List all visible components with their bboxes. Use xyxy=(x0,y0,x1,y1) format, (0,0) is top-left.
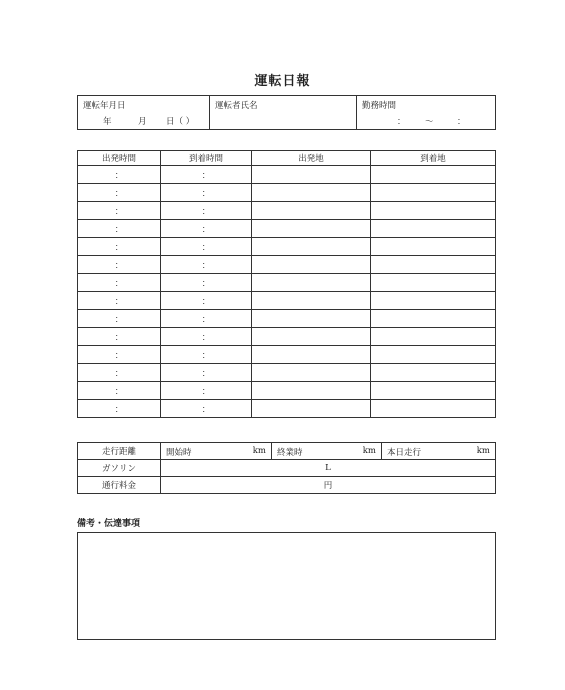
cost-table xyxy=(77,442,496,494)
departure-place-cell[interactable] xyxy=(252,238,371,256)
departure-place-cell[interactable] xyxy=(252,166,371,184)
arrival-place-cell[interactable] xyxy=(371,202,496,220)
departure-time-cell[interactable]: ： xyxy=(78,274,161,292)
arrival-place-cell[interactable] xyxy=(371,256,496,274)
work-sep: ～ xyxy=(425,117,434,127)
arrival-time-cell[interactable]: ： xyxy=(161,328,252,346)
page-title: 運転日報 xyxy=(254,74,311,89)
departure-time-cell[interactable]: ： xyxy=(78,166,161,184)
start-km-cell[interactable] xyxy=(161,443,272,460)
work-start: ： xyxy=(397,117,406,127)
departure-time-cell[interactable]: ： xyxy=(78,220,161,238)
arrival-time-cell[interactable]: ： xyxy=(161,382,252,400)
table-row xyxy=(78,292,496,310)
table-row xyxy=(78,238,496,256)
arrival-place-cell[interactable] xyxy=(371,310,496,328)
date-day: 日（ ） xyxy=(166,117,195,127)
departure-time-cell[interactable]: ： xyxy=(78,238,161,256)
work-hours-label: 勤務時間 xyxy=(362,101,397,111)
arrival-time-cell[interactable]: ： xyxy=(161,184,252,202)
date-year: 年 xyxy=(103,117,112,127)
departure-time-cell[interactable]: ： xyxy=(78,310,161,328)
departure-place-cell[interactable] xyxy=(252,274,371,292)
arrival-place-cell[interactable] xyxy=(371,400,496,418)
table-row xyxy=(78,274,496,292)
arrival-time-cell[interactable]: ： xyxy=(161,202,252,220)
departure-time-cell[interactable]: ： xyxy=(78,364,161,382)
arrival-place-cell[interactable] xyxy=(371,166,496,184)
departure-time-cell[interactable]: ： xyxy=(78,346,161,364)
arrival-place-cell[interactable] xyxy=(371,274,496,292)
gas-label: ガソリン xyxy=(78,460,161,477)
date-label: 運転年月日 xyxy=(83,101,126,111)
arrival-place-cell[interactable] xyxy=(371,328,496,346)
arrival-place-cell[interactable] xyxy=(371,382,496,400)
arrival-time-cell[interactable]: ： xyxy=(161,310,252,328)
departure-place-cell[interactable] xyxy=(252,400,371,418)
table-row xyxy=(78,166,496,184)
today-km-cell[interactable] xyxy=(382,443,496,460)
distance-label: 走行距離 xyxy=(78,443,161,460)
arrival-time-cell[interactable]: ： xyxy=(161,364,252,382)
arrival-time-cell[interactable]: ： xyxy=(161,220,252,238)
departure-time-cell[interactable]: ： xyxy=(78,328,161,346)
table-row xyxy=(78,202,496,220)
work-end: ： xyxy=(457,117,466,127)
toll-label: 通行料金 xyxy=(78,477,161,494)
table-row xyxy=(78,400,496,418)
departure-time-cell[interactable]: ： xyxy=(78,292,161,310)
arrival-time-cell[interactable]: ： xyxy=(161,256,252,274)
driver-cell[interactable] xyxy=(210,96,357,130)
header-departure-place: 出発地 xyxy=(252,151,371,166)
arrival-time-cell[interactable]: ： xyxy=(161,166,252,184)
header-departure-time: 出発時間 xyxy=(78,151,161,166)
today-km-unit: km xyxy=(476,446,490,456)
table-row xyxy=(78,382,496,400)
date-month: 月 xyxy=(138,117,147,127)
table-row xyxy=(78,256,496,274)
toll-cell[interactable]: 円 xyxy=(161,477,496,494)
remarks-field[interactable] xyxy=(77,532,496,640)
today-label: 本日走行 xyxy=(387,448,422,458)
table-row xyxy=(78,328,496,346)
date-cell[interactable] xyxy=(78,96,210,130)
departure-place-cell[interactable] xyxy=(252,310,371,328)
departure-place-cell[interactable] xyxy=(252,346,371,364)
departure-time-cell[interactable]: ： xyxy=(78,202,161,220)
departure-place-cell[interactable] xyxy=(252,202,371,220)
departure-place-cell[interactable] xyxy=(252,328,371,346)
departure-place-cell[interactable] xyxy=(252,364,371,382)
end-km-cell[interactable] xyxy=(272,443,382,460)
header-info-table xyxy=(77,95,496,130)
departure-place-cell[interactable] xyxy=(252,292,371,310)
arrival-place-cell[interactable] xyxy=(371,184,496,202)
header-arrival-place: 到着地 xyxy=(371,151,496,166)
table-row xyxy=(78,364,496,382)
departure-time-cell[interactable]: ： xyxy=(78,256,161,274)
work-hours-cell[interactable] xyxy=(357,96,496,130)
arrival-place-cell[interactable] xyxy=(371,364,496,382)
arrival-time-cell[interactable]: ： xyxy=(161,346,252,364)
arrival-time-cell[interactable]: ： xyxy=(161,292,252,310)
remarks-label: 備考・伝達事項 xyxy=(77,519,141,529)
header-arrival-time: 到着時間 xyxy=(161,151,252,166)
arrival-place-cell[interactable] xyxy=(371,346,496,364)
table-row xyxy=(78,184,496,202)
end-km-unit: km xyxy=(362,446,376,456)
arrival-time-cell[interactable]: ： xyxy=(161,274,252,292)
arrival-time-cell[interactable]: ： xyxy=(161,238,252,256)
gas-cell[interactable]: L xyxy=(161,460,496,477)
trip-table xyxy=(77,150,496,418)
start-label: 開始時 xyxy=(166,448,192,458)
departure-place-cell[interactable] xyxy=(252,256,371,274)
table-row xyxy=(78,346,496,364)
arrival-place-cell[interactable] xyxy=(371,220,496,238)
departure-time-cell[interactable]: ： xyxy=(78,382,161,400)
table-row xyxy=(78,220,496,238)
departure-time-cell[interactable]: ： xyxy=(78,400,161,418)
driver-label: 運転者氏名 xyxy=(215,101,258,111)
arrival-place-cell[interactable] xyxy=(371,238,496,256)
departure-place-cell[interactable] xyxy=(252,220,371,238)
end-label: 終業時 xyxy=(277,448,303,458)
start-km-unit: km xyxy=(252,446,266,456)
arrival-time-cell[interactable]: ： xyxy=(161,400,252,418)
departure-time-cell[interactable]: ： xyxy=(78,184,161,202)
departure-place-cell[interactable] xyxy=(252,184,371,202)
departure-place-cell[interactable] xyxy=(252,382,371,400)
arrival-place-cell[interactable] xyxy=(371,292,496,310)
table-row xyxy=(78,310,496,328)
